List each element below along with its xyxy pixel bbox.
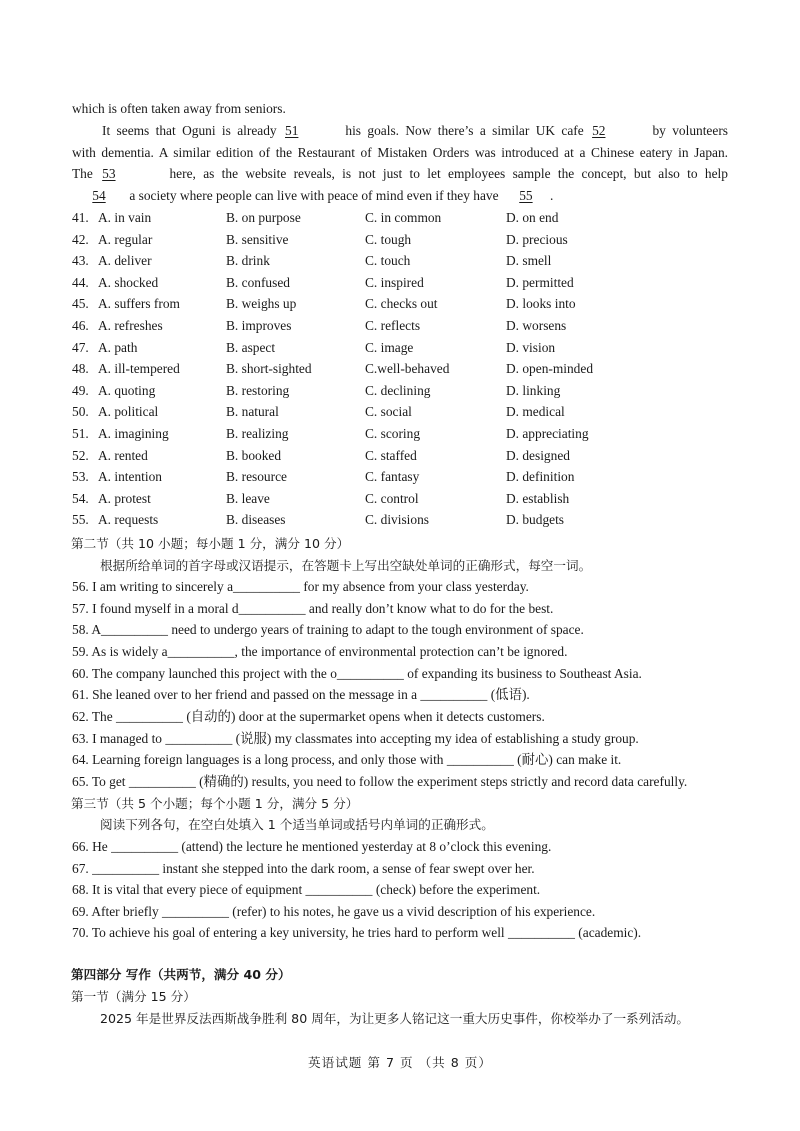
question-text: for my absence from your class yesterday. <box>299 579 529 594</box>
passage-line <box>72 165 728 183</box>
question-text: (低语). <box>487 687 530 702</box>
option-b[interactable]: B. resource <box>226 469 287 485</box>
option-d[interactable]: D. permitted <box>506 274 574 290</box>
answer-blank[interactable]: __________ <box>128 774 196 789</box>
question-65 <box>72 773 687 791</box>
answer-blank[interactable]: __________ <box>305 882 373 897</box>
option-b[interactable]: B. weighs up <box>226 296 297 312</box>
option-row <box>72 403 732 423</box>
option-c[interactable]: C. divisions <box>365 512 429 528</box>
option-a[interactable]: A. regular <box>98 231 153 247</box>
option-a[interactable]: A. political <box>98 404 159 420</box>
option-b[interactable]: B. drink <box>226 253 270 269</box>
answer-blank[interactable]: __________ <box>420 687 488 702</box>
option-row <box>72 382 732 402</box>
question-number: 48. <box>72 361 89 377</box>
option-b[interactable]: B. booked <box>226 447 282 463</box>
subsection-heading: 第一节（满分 15 分） <box>71 989 196 1004</box>
option-row <box>72 231 732 251</box>
option-d[interactable]: D. smell <box>506 253 552 269</box>
question-number: 55. <box>72 512 89 528</box>
option-c[interactable]: C. social <box>365 404 412 420</box>
option-b[interactable]: B. leave <box>226 490 270 506</box>
option-a[interactable]: A. ill-tempered <box>98 361 180 377</box>
question-text: 70. To achieve his goal of entering a key university, he tries hard to perform well <box>72 925 508 940</box>
answer-blank[interactable]: __________ <box>111 839 179 854</box>
question-57 <box>72 600 553 618</box>
option-b[interactable]: B. short-sighted <box>226 361 312 377</box>
question-text: 67. <box>72 861 93 876</box>
option-c[interactable]: C. image <box>365 339 414 355</box>
answer-blank[interactable]: __________ <box>446 752 514 767</box>
question-58 <box>72 621 584 639</box>
option-d[interactable]: D. looks into <box>506 296 576 312</box>
option-row <box>72 447 732 467</box>
writing-prompt: 2025 年是世界反法西斯战争胜利 80 周年，为让更多人铭记这一重大历史事件，你校举办了一系列活动。 <box>100 1011 690 1026</box>
option-a[interactable]: A. intention <box>98 469 162 485</box>
question-number: 44. <box>72 274 89 290</box>
blank-54: 54 <box>92 188 106 203</box>
blank-51: 51 <box>285 123 299 138</box>
option-row <box>72 511 732 531</box>
option-c[interactable]: C. staffed <box>365 447 417 463</box>
page-footer: 英语试题 第 7 页 （共 8 页） <box>308 1055 492 1070</box>
passage-text: with dementia. A similar edition of the Restaurant of Mistaken Orders was introduced at a Chinese eatery in Japan. <box>72 145 728 160</box>
question-text: 69. After briefly <box>72 904 162 919</box>
question-62 <box>72 708 545 726</box>
answer-blank[interactable]: __________ <box>92 861 160 876</box>
option-a[interactable]: A. protest <box>98 490 151 506</box>
question-text: 57. I found myself in a moral d <box>72 601 239 616</box>
question-text: 63. I managed to <box>72 731 166 746</box>
question-63 <box>72 730 639 748</box>
option-row <box>72 425 732 445</box>
question-66 <box>72 838 551 856</box>
option-c[interactable]: C. touch <box>365 253 411 269</box>
passage-text: which is often taken away from seniors. <box>72 101 286 116</box>
question-text: 60. The company launched this project with the o <box>72 666 337 681</box>
question-text: 62. The <box>72 709 117 724</box>
option-c[interactable]: C. inspired <box>365 274 424 290</box>
question-text: 58. A <box>72 622 102 637</box>
option-b[interactable]: B. aspect <box>226 339 276 355</box>
section-instruction: 阅读下列各句，在空白处填入 1 个适当单词或括号内单词的正确形式。 <box>100 817 494 832</box>
option-d[interactable]: D. precious <box>506 231 568 247</box>
option-a[interactable]: A. path <box>98 339 138 355</box>
option-b[interactable]: B. restoring <box>226 382 290 398</box>
option-b[interactable]: B. confused <box>226 274 290 290</box>
option-row <box>72 274 732 294</box>
option-row <box>72 252 732 272</box>
option-d[interactable]: D. budgets <box>506 512 565 528</box>
question-text: 64. Learning foreign languages is a long process, and only those with <box>72 752 447 767</box>
option-d[interactable]: D. appreciating <box>506 426 589 441</box>
option-b[interactable]: B. natural <box>226 404 279 420</box>
question-67 <box>72 860 535 878</box>
blank-52: 52 <box>592 123 606 138</box>
question-64 <box>72 751 621 769</box>
question-text: (attend) the lecture he mentioned yesterday at 8 o’clock this evening. <box>178 839 552 854</box>
option-row <box>72 209 732 229</box>
option-c[interactable]: C.well-behaved <box>365 361 450 377</box>
question-60 <box>72 665 642 683</box>
option-d[interactable]: D. establish <box>506 490 570 506</box>
option-a[interactable]: A. shocked <box>98 274 159 290</box>
answer-blank[interactable]: __________ <box>162 904 229 919</box>
blank-53: 53 <box>102 166 116 181</box>
question-number: 46. <box>72 318 89 333</box>
question-number: 53. <box>72 469 89 485</box>
question-number: 45. <box>72 296 89 312</box>
question-text: need to undergo years of training to adapt to the tough environment of space. <box>167 622 584 637</box>
answer-blank[interactable]: __________ <box>233 579 300 594</box>
answer-blank[interactable]: __________ <box>336 666 404 681</box>
passage-text: his goals. Now there’s a similar UK cafe <box>345 123 584 138</box>
question-68 <box>72 881 540 899</box>
question-61 <box>72 686 530 704</box>
passage-line <box>72 144 728 162</box>
option-row <box>72 360 732 380</box>
option-a[interactable]: A. suffers from <box>98 296 180 312</box>
passage-text: by volunteers <box>652 123 728 138</box>
option-d[interactable]: D. vision <box>506 339 556 355</box>
option-row <box>72 295 732 315</box>
passage-line <box>72 187 553 205</box>
blank-55: 55 <box>519 188 533 203</box>
question-number: 49. <box>72 382 89 398</box>
option-row <box>72 490 732 510</box>
option-b[interactable]: B. diseases <box>226 512 286 528</box>
option-c[interactable]: C. reflects <box>365 318 421 333</box>
question-text: 56. I am writing to sincerely a <box>72 579 234 594</box>
option-c[interactable]: C. fantasy <box>365 469 420 485</box>
question-number: 43. <box>72 253 89 269</box>
option-d[interactable]: D. open-minded <box>506 361 594 377</box>
question-number: 51. <box>72 426 89 441</box>
section-instruction: 根据所给单词的首字母或汉语提示，在答题卡上写出空缺处单词的正确形式，每空一词。 <box>100 558 592 573</box>
option-a[interactable]: A. rented <box>98 447 148 463</box>
option-c[interactable]: C. declining <box>365 382 431 398</box>
answer-blank[interactable]: __________ <box>167 644 235 659</box>
option-d[interactable]: D. worsens <box>506 318 567 333</box>
question-text: (说服) my classmates into accepting my idea of establishing a study group. <box>232 731 639 746</box>
option-c[interactable]: C. control <box>365 490 419 506</box>
passage-line <box>72 122 728 140</box>
option-a[interactable]: A. imagining <box>98 426 169 441</box>
passage-text: It seems that Oguni is already <box>102 123 277 138</box>
option-c[interactable]: C. tough <box>365 231 412 247</box>
passage-text: a society where people can live with peace of mind even if they have <box>129 188 499 203</box>
question-number: 42. <box>72 231 89 247</box>
option-c[interactable]: C. scoring <box>365 426 421 441</box>
section-heading: 第二节（共 10 小题；每小题 1 分，满分 10 分） <box>71 536 350 551</box>
question-number: 54. <box>72 490 89 506</box>
option-b[interactable]: B. improves <box>226 318 292 333</box>
option-b[interactable]: B. on purpose <box>226 210 301 225</box>
answer-blank[interactable]: __________ <box>238 601 306 616</box>
part-heading: 第四部分 写作（共两节，满分 40 分） <box>71 967 291 982</box>
option-d[interactable]: D. medical <box>506 404 565 420</box>
option-row <box>72 317 732 337</box>
option-a[interactable]: A. quoting <box>98 382 156 398</box>
option-c[interactable]: C. in common <box>365 210 442 225</box>
question-text: , the importance of environmental protection can’t be ignored. <box>234 644 568 659</box>
question-number: 50. <box>72 404 89 420</box>
passage-text: here, as the website reveals, is not just to let employees sample the concept, but also to help <box>169 166 728 181</box>
option-b[interactable]: B. realizing <box>226 426 289 441</box>
passage-line <box>72 100 286 118</box>
answer-blank[interactable]: __________ <box>101 622 168 637</box>
answer-blank[interactable]: __________ <box>508 925 575 940</box>
question-text: instant she stepped into the dark room, a sense of fear swept over her. <box>159 861 535 876</box>
question-number: 41. <box>72 210 89 225</box>
option-row <box>72 339 732 359</box>
question-69 <box>72 903 595 921</box>
option-a[interactable]: A. deliver <box>98 253 152 269</box>
option-c[interactable]: C. checks out <box>365 296 438 312</box>
question-text: 59. As is widely a <box>72 644 168 659</box>
question-text: (check) before the experiment. <box>372 882 541 897</box>
question-59 <box>72 643 567 661</box>
question-text: 65. To get <box>72 774 129 789</box>
question-text: (academic). <box>574 925 642 940</box>
option-d[interactable]: D. on end <box>506 210 559 225</box>
question-70 <box>72 924 641 942</box>
answer-blank[interactable]: __________ <box>116 709 183 724</box>
option-a[interactable]: A. refreshes <box>98 318 163 333</box>
question-text: 61. She leaned over to her friend and passed on the message in a <box>72 687 421 702</box>
question-text: and really don’t know what to do for the best. <box>305 601 554 616</box>
option-a[interactable]: A. requests <box>98 512 159 528</box>
question-text: (refer) to his notes, he gave us a vivid description of his experience. <box>228 904 596 919</box>
passage-text: . <box>549 188 554 203</box>
question-text: (耐心) can make it. <box>513 752 622 767</box>
question-number: 47. <box>72 339 89 355</box>
option-b[interactable]: B. sensitive <box>226 231 289 247</box>
question-56 <box>72 578 529 596</box>
option-d[interactable]: D. designed <box>506 447 570 463</box>
option-d[interactable]: D. linking <box>506 382 561 398</box>
answer-blank[interactable]: __________ <box>165 731 233 746</box>
option-row <box>72 468 732 488</box>
option-d[interactable]: D. definition <box>506 469 575 485</box>
option-a[interactable]: A. in vain <box>98 210 152 225</box>
question-text: of expanding its business to Southeast Asia. <box>403 666 642 681</box>
question-text: 68. It is vital that every piece of equipment <box>72 882 306 897</box>
passage-text: The <box>72 166 93 181</box>
question-text: (精确的) results, you need to follow the experiment steps strictly and record data carefully. <box>195 774 688 789</box>
question-number: 52. <box>72 447 89 463</box>
section-heading: 第三节（共 5 个小题；每个小题 1 分，满分 5 分） <box>71 796 359 811</box>
question-text: 66. He <box>72 839 112 854</box>
question-text: (自动的) door at the supermarket opens when it detects customers. <box>182 709 545 724</box>
